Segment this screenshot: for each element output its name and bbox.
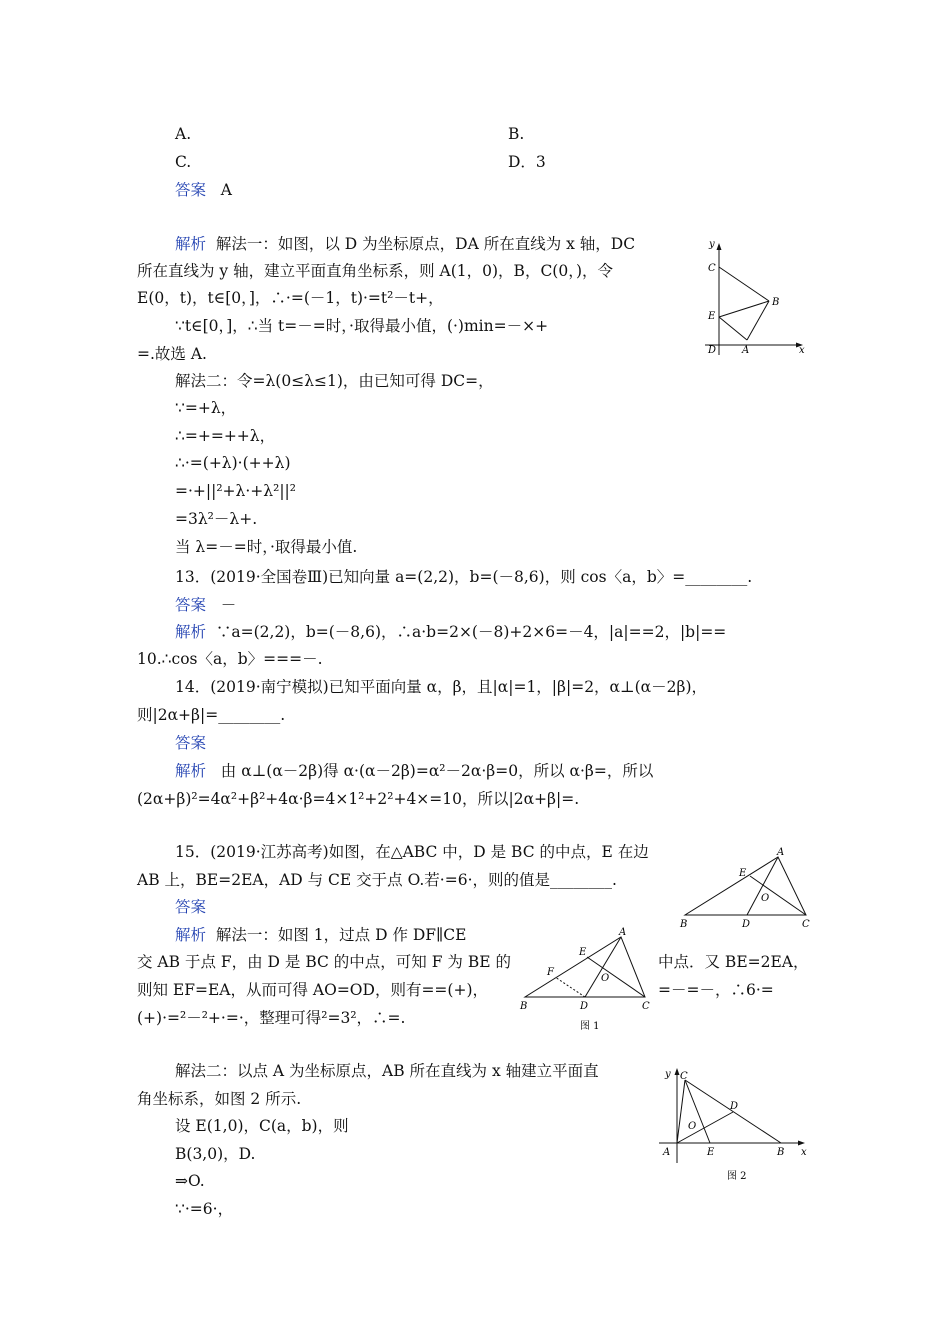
answer-label: 答案	[175, 734, 207, 752]
analysis-text: 解法一：如图 1，过点 D 作 DF∥CE	[215, 926, 467, 944]
q13-stem: 13．(2019·全国卷Ⅲ)已知向量 a=(2,2)，b=(－8,6)，则 cos〈a，b〉=________.	[175, 568, 753, 586]
label-o: O	[761, 893, 770, 904]
q12-analysis-line-11: =3λ²－λ+.	[175, 510, 258, 528]
label-c: C	[708, 263, 716, 274]
segment-ce	[685, 1080, 710, 1143]
segment-df-dashed	[555, 977, 585, 997]
q12-analysis-line-2: 所在直线为 y 轴，建立平面直角坐标系，则 A(1，0)，B，C(0，)，令	[137, 262, 614, 280]
q14-analysis-line-1	[175, 761, 653, 781]
q15-method2-line-3: 设 E(1,0)，C(a，b)，则	[175, 1117, 349, 1135]
q15-analysis-line-3a: 则知 EF=EA，从而可得 AO=OD，则有==(+)，	[137, 981, 488, 999]
figure-1-caption: 图 1	[580, 1021, 600, 1032]
q15-method2-line-1: 解法二：以点 A 为坐标原点，AB 所在直线为 x 轴建立平面直	[175, 1062, 599, 1080]
choice-c: C.	[175, 153, 192, 171]
label-e: E	[739, 868, 747, 879]
segment-ad	[747, 857, 778, 915]
q15-analysis-line-2a: 交 AB 于点 F，由 D 是 BC 的中点，可知 F 为 BE 的	[137, 953, 511, 971]
label-b: B	[772, 297, 780, 308]
segment-ce	[587, 957, 645, 997]
segment-ac	[677, 1080, 685, 1143]
label-e: E	[708, 311, 716, 322]
segment-ce	[750, 876, 806, 915]
segment-ea	[719, 317, 747, 340]
q15-method2-line-5: ⇒O.	[175, 1172, 205, 1190]
analysis-label: 解析	[175, 926, 207, 944]
q12-analysis-line-4: ∵t∈[0，]，∴当 t=－=时，·取得最小值，(·)min=－×+	[175, 317, 549, 335]
analysis-text: 解法一：如图，以 D 为坐标原点，DA 所在直线为 x 轴，DC	[215, 235, 636, 253]
q13-analysis-line-1	[175, 622, 726, 642]
q12-coordinate-figure	[695, 235, 815, 360]
label-o: O	[601, 973, 610, 984]
triangle-abc	[685, 857, 806, 915]
q14-answer-line	[175, 733, 206, 753]
label-o: O	[688, 1121, 697, 1132]
q15-method2-line-4: B(3,0)，D.	[175, 1145, 256, 1163]
label-y: y	[665, 1069, 671, 1080]
label-b: B	[680, 919, 688, 930]
label-e: E	[579, 947, 587, 958]
label-a: A	[777, 847, 785, 858]
figure-2-caption: 图 2	[727, 1171, 747, 1182]
segment-ad	[585, 937, 621, 997]
label-d: D	[742, 919, 751, 930]
q12-answer-line	[175, 180, 232, 200]
q12-analysis-line-3: E(0，t)，t∈[0，]，∴·=(－1，t)·=t²－t+，	[137, 289, 444, 307]
y-axis-arrow-icon	[675, 1068, 680, 1075]
label-a: A	[742, 345, 750, 356]
answer-label: 答案	[175, 596, 207, 614]
label-d: D	[580, 1001, 589, 1012]
q14-stem: 14．(2019·南宁模拟)已知平面向量 α，β，且|α|=1，|β|=2，α⊥(α－2β)，	[175, 678, 707, 696]
q15-answer-line	[175, 897, 206, 917]
answer-label: 答案	[175, 898, 207, 916]
q12-analysis-line-9: ∴·=(+λ)·(++λ)	[175, 454, 291, 472]
label-c: C	[802, 919, 810, 930]
q15-triangle-figure	[675, 845, 820, 930]
analysis-text: 由 α⊥(α－2β)得 α·(α－2β)=α²－2α·β=0，所以 α·β=，所以	[220, 762, 654, 780]
label-d: D	[708, 345, 717, 356]
q15-method2-line-6: ∵·=6·，	[175, 1200, 234, 1218]
q15-analysis-line-1	[175, 925, 466, 945]
q13-analysis-line-2: 10.∴cos〈a，b〉===－.	[137, 650, 323, 668]
segment-cb	[719, 267, 769, 301]
analysis-label: 解析	[175, 235, 207, 253]
q14-stem-2: 则|2α+β|=________.	[137, 706, 286, 724]
label-x: x	[799, 345, 805, 356]
q15-analysis-line-4: (+)·=²－²+·=·，整理可得²=3²，∴=.	[137, 1009, 406, 1027]
label-y: y	[709, 239, 715, 250]
q12-analysis-line-5: =.故选 A.	[137, 345, 207, 363]
q15-figure-1	[515, 925, 655, 1035]
label-c: C	[642, 1001, 650, 1012]
x-axis-arrow-icon	[798, 1141, 805, 1146]
triangle-abc	[525, 937, 645, 997]
q12-analysis-line-6: 解法二：令=λ(0≤λ≤1)，由已知可得 DC=，	[175, 372, 494, 390]
answer-value: A	[220, 181, 232, 199]
label-b: B	[520, 1001, 528, 1012]
q15-method2-line-2: 角坐标系，如图 2 所示.	[137, 1090, 302, 1108]
y-axis-arrow-icon	[717, 243, 722, 250]
analysis-label: 解析	[175, 762, 207, 780]
analysis-text: ∵a=(2,2)，b=(－8,6)，∴a·b=2×(－8)+2×6=－4，|a|==2，|b|==	[215, 623, 727, 641]
label-f: F	[547, 967, 554, 978]
q15-analysis-line-2b: 中点．又 BE=2EA，	[658, 953, 809, 971]
q12-analysis-line-8: ∴=+=++λ，	[175, 427, 276, 445]
choice-a: A.	[175, 125, 192, 143]
answer-label: 答案	[175, 181, 207, 199]
analysis-label: 解析	[175, 623, 207, 641]
q15-analysis-line-3b: =－=－，∴6·=	[658, 981, 774, 999]
segment-ad	[677, 1112, 733, 1143]
q12-analysis-line-12: 当 λ=－=时，·取得最小值.	[175, 538, 358, 556]
q15-stem-2: AB 上，BE=2EA，AD 与 CE 交于点 O.若·=6·，则的值是________.	[137, 871, 617, 889]
q12-analysis-line-10: =·+||²+λ·+λ²||²	[175, 482, 296, 500]
label-a: A	[663, 1147, 671, 1158]
choice-d: D．3	[508, 153, 546, 171]
label-a: A	[619, 927, 627, 938]
q12-analysis-line-1	[175, 234, 635, 254]
label-b: B	[777, 1147, 785, 1158]
q14-analysis-line-2: (2α+β)²=4α²+β²+4α·β=4×1²+2²+4×=10，所以|2α+β|=.	[137, 790, 580, 808]
label-e: E	[707, 1147, 715, 1158]
choice-b: B.	[508, 125, 525, 143]
q15-figure-2	[655, 1065, 810, 1190]
label-c: C	[680, 1071, 688, 1082]
q12-analysis-line-7: ∵=+λ，	[175, 399, 237, 417]
label-d: D	[730, 1101, 739, 1112]
label-x: x	[801, 1147, 807, 1158]
answer-value: －	[220, 596, 237, 614]
q13-answer-line	[175, 595, 236, 615]
q15-stem: 15．(2019·江苏高考)如图，在△ABC 中，D 是 BC 的中点，E 在边	[175, 843, 649, 861]
